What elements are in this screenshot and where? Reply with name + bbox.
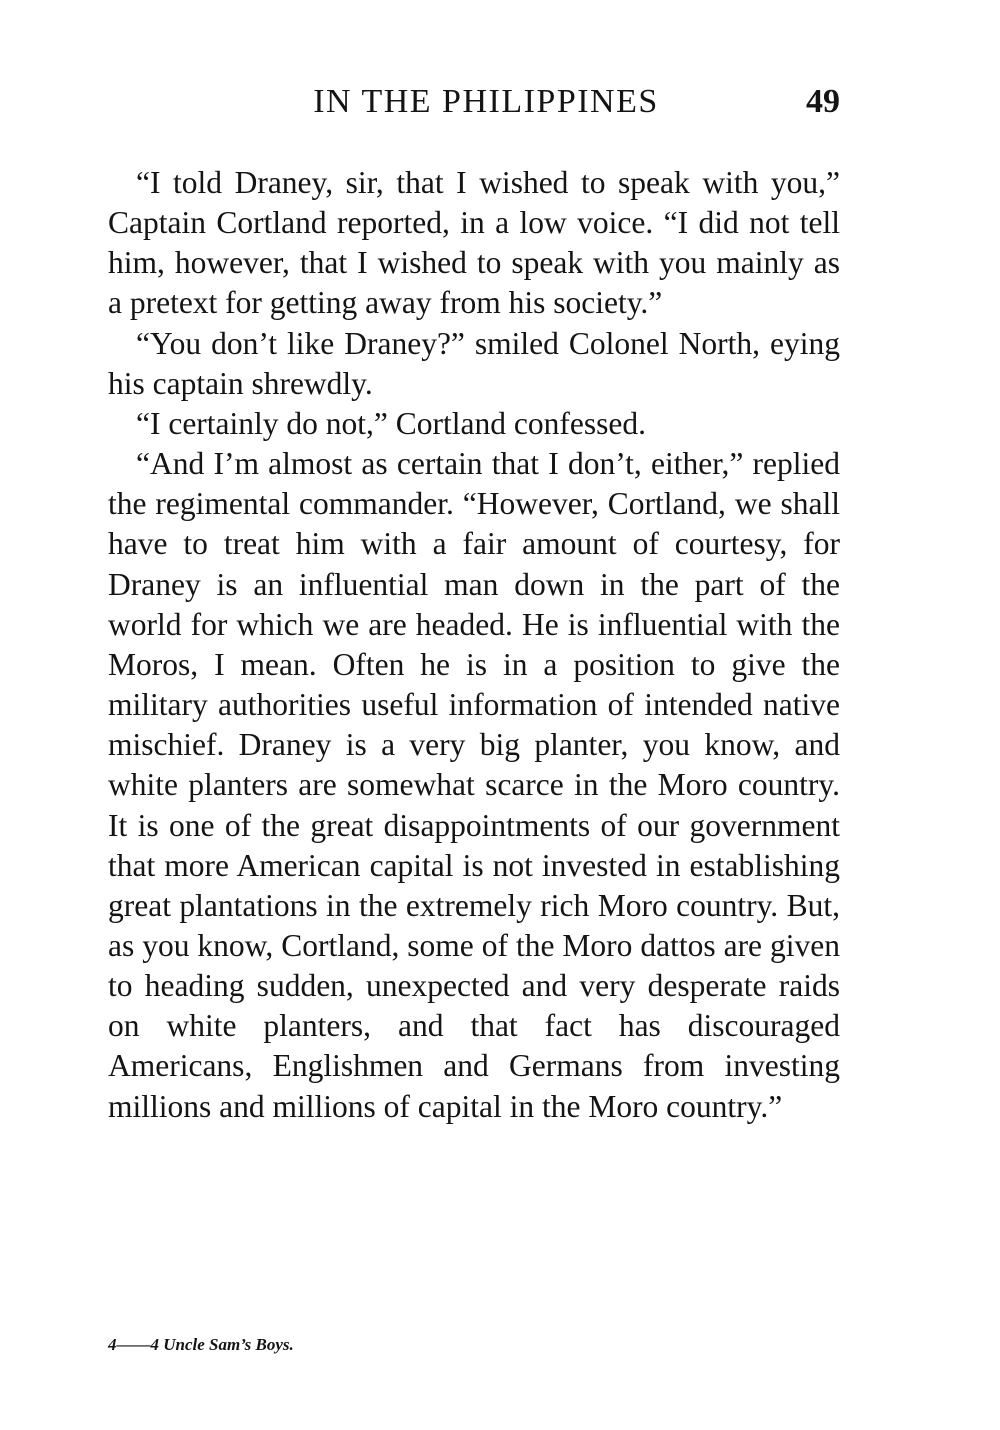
page-number: 49 [806,83,840,120]
paragraph: “You don’t like Draney?” smiled Colonel North, eying his captain shrewdly. [108,325,840,401]
running-title: IN THE PHILIPPINES [313,83,659,120]
paragraph: “And I’m almost as certain that I don’t, either,” replied the regimental commander. “However, Cortland, we shall have to treat him with a fair amount of courtesy, for Draney is an influential man down in the part of the world for which we are headed. He is influential with the Moros, I mean. Often he is in a position to give the military authorities useful information of intended native mischief. Draney is a very big planter, you know, and white planters are somewhat scarce in the Moro country. It is one of the great disappointments of our government that more American capital is not invested in establishing great plantations in the extremely rich Moro country. But, as you know, Cortland, some of the Moro dattos are given to heading sudden, unexpected and very desperate raids on white planters, and that fact has discouraged Americans, Englishmen and Germans from investing millions and millions of capital in the Moro country.” [108,446,840,1124]
body-text [108,163,840,1127]
paragraph: “I certainly do not,” Cortland confessed. [136,405,646,441]
paragraph: “I told Draney, sir, that I wished to speak with you,” Captain Cortland reported, in a low voice. “I did not tell him, however, that I wished to speak with you mainly as a pretext for getting away from his society.” [108,165,840,321]
running-header [108,80,840,124]
printer-signature-mark: 4——4 Uncle Sam’s Boys. [108,1335,294,1354]
